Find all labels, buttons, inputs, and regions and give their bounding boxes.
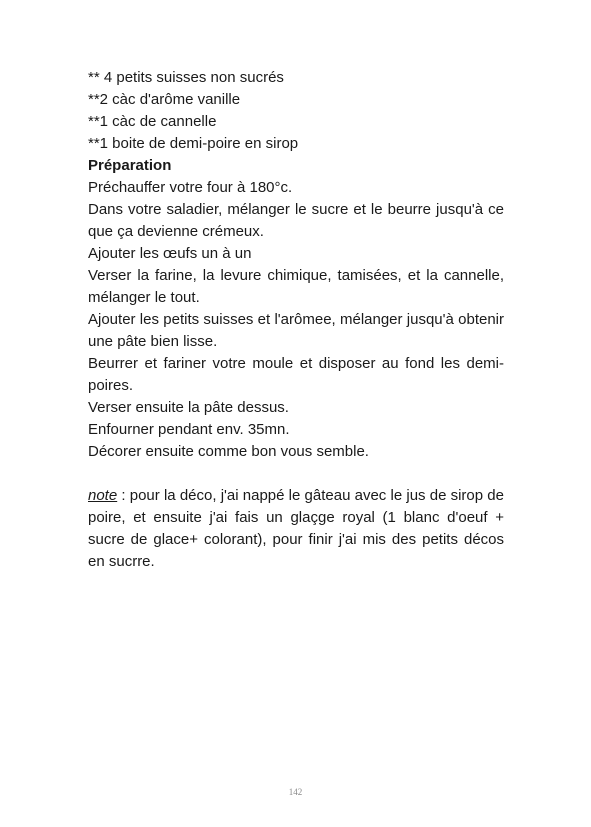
preparation-step: Verser ensuite la pâte dessus. (88, 399, 289, 416)
preparation-step: Ajouter les œufs un à un (88, 245, 252, 262)
preparation-steps (88, 177, 504, 463)
ingredients-list (88, 67, 504, 155)
note-text: : pour la déco, j'ai nappé le gâteau avec le jus de sirop de poire, et ensuite j'ai fais un glaçge royal (1 blanc d'oeuf + sucre de glace+ colorant), pour finir j'ai mis des petits décos en sucrre. (88, 487, 504, 570)
preparation-step: Décorer ensuite comme bon vous semble. (88, 443, 369, 460)
ingredient-item: ** 4 petits suisses non sucrés (88, 69, 284, 86)
note-label: note (88, 487, 118, 504)
recipe-content (88, 67, 504, 588)
preparation-step: Dans votre saladier, mélanger le sucre et le beurre jusqu'à ce que ça devienne crémeux. (88, 201, 504, 240)
preparation-step: Beurrer et fariner votre moule et disposer au fond les demi-poires. (88, 355, 504, 394)
preparation-step: Enfourner pendant env. 35mn. (88, 421, 290, 438)
note-paragraph (88, 485, 504, 573)
preparation-step: Préchauffer votre four à 180°c. (88, 179, 293, 196)
ingredient-item: **1 boite de demi-poire en sirop (88, 135, 299, 152)
preparation-step: Ajouter les petits suisses et l'arômee, mélanger jusqu'à obtenir une pâte bien lisse. (88, 311, 504, 350)
preparation-step: Verser la farine, la levure chimique, tamisées, et la cannelle, mélanger le tout. (88, 267, 504, 306)
ingredient-item: **2 càc d'arôme vanille (88, 91, 241, 108)
page-number: 142 (288, 787, 303, 797)
ingredient-item: **1 càc de cannelle (88, 113, 217, 130)
preparation-heading: Préparation (88, 157, 172, 174)
